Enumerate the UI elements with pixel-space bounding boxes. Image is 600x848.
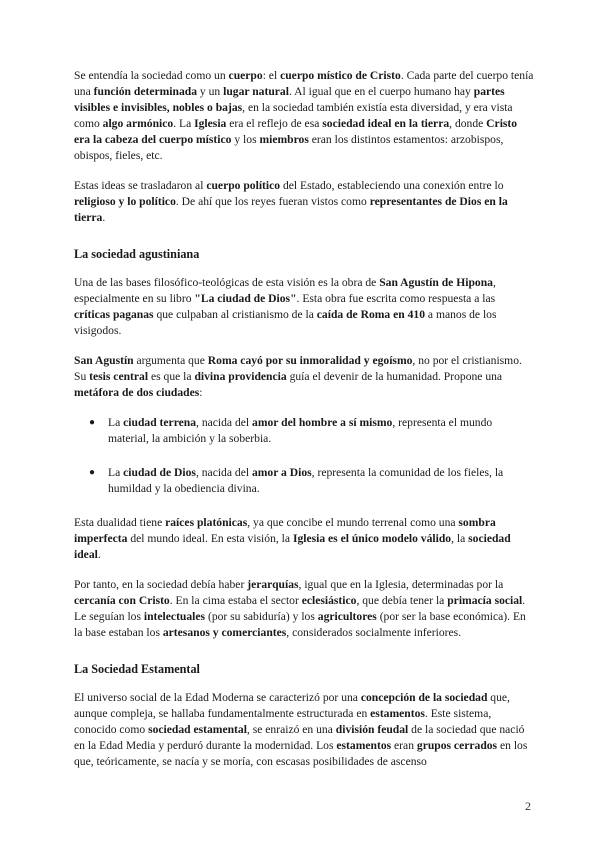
paragraph-dualidad: Esta dualidad tiene raíces platónicas, ya que concibe el mundo terrenal como una sombra imperfecta del mundo ideal. En esta visión, la Iglesia es el único modelo válido, la sociedad ideal. [74,516,511,561]
heading-sociedad-agustiniana: La sociedad agustiniana [74,247,200,261]
heading-sociedad-estamental: La Sociedad Estamental [74,662,200,676]
paragraph-cuerpo-mistico: Se entendía la sociedad como un cuerpo: el cuerpo místico de Cristo. Cada parte del cuerpo tenía una función determinada y un lugar natural. Al igual que en el cuerpo humano hay partes visibles e invisibles, nobles o bajas, en la sociedad también existía esta diversidad, y era vista como algo armónico. La Iglesia era el reflejo de esa sociedad ideal en la tierra, donde Cristo era la cabeza del cuerpo místico y los miembros eran los distintos estamentos: arzobispos, obispos, fieles, etc. [74,69,534,162]
page-content [74,68,534,784]
paragraph-cuerpo-politico: Estas ideas se trasladaron al cuerpo político del Estado, estableciendo una conexión entre lo religioso y lo político. De ahí que los reyes fueran vistos como representantes de Dios en la tierra. [74,179,508,224]
bullet-icon: ● [89,467,96,478]
two-cities-list [74,415,534,497]
list-item-ciudad-terrena: ● La ciudad terrena, nacida del amor del hombre a sí mismo, representa el mundo material, la ambición y la soberbia. [89,416,493,445]
paragraph-tesis-central: San Agustín argumenta que Roma cayó por su inmoralidad y egoísmo, no por el cristianismo. Su tesis central es que la divina providencia guía el devenir de la humanidad. Propone una metáfora de dos ciudades: [74,354,522,399]
bullet-icon: ● [89,417,96,428]
list-item-ciudad-de-dios: ● La ciudad de Dios, nacida del amor a Dios, representa la comunidad de los fieles, la humildad y la obediencia divina. [89,466,504,495]
paragraph-san-agustin-obra: Una de las bases filosófico-teológicas de esta visión es la obra de San Agustín de Hipona, especialmente en su libro "La ciudad de Dios". Esta obra fue escrita como respuesta a las críticas paganas que culpaban al cristianismo de la caída de Roma en 410 a manos de los visigodos. [74,276,497,337]
paragraph-sociedad-estamental: El universo social de la Edad Moderna se caracterizó por una concepción de la sociedad que, aunque compleja, se hallaba fundamentalmente estructurada en estamentos. Este sistema, conocido como sociedad estamental, se enraizó en una división feudal de la sociedad que nació en la Edad Media y perduró durante la modernidad. Los estamentos eran grupos cerrados en los que, teóricamente, se nacía y se moría, con escasas posibilidades de ascenso [74,691,528,768]
page-number: 2 [525,799,531,813]
paragraph-jerarquias: Por tanto, en la sociedad debía haber jerarquías, igual que en la Iglesia, determinadas por la cercanía con Cristo. En la cima estaba el sector eclesiástico, que debía tener la primacía social. Le seguían los intelectuales (por su sabiduría) y los agricultores (por ser la base económica). En la base estaban los artesanos y comerciantes, considerados socialmente inferiores. [74,578,526,639]
